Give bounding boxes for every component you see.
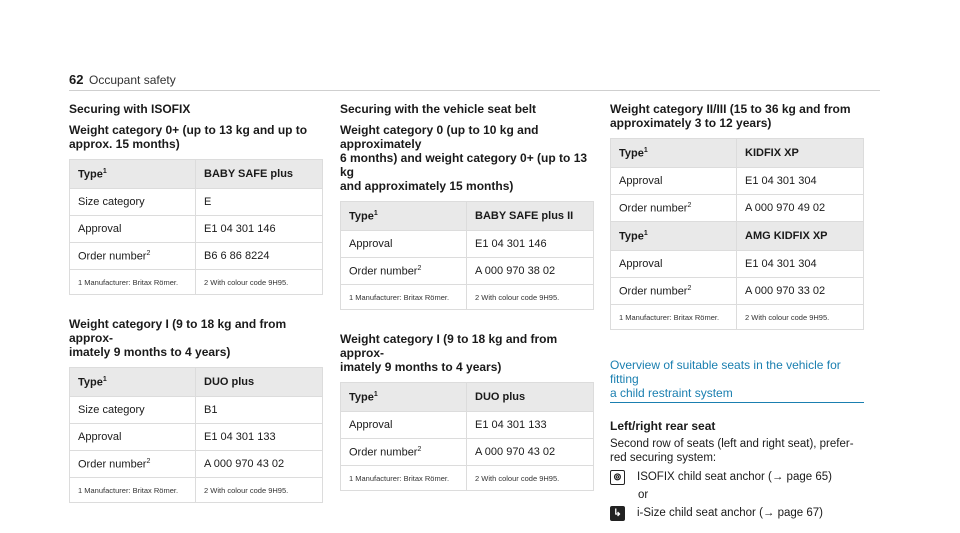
heading-line: Weight category 0+ (up to 13 kg and up to <box>69 123 308 137</box>
footnote: 2 With colour code 9H95. <box>467 466 594 491</box>
row-value: DUO plus <box>467 383 594 412</box>
weight-category-heading <box>340 123 594 193</box>
table-row <box>70 451 323 478</box>
row-label: Approval <box>341 412 467 439</box>
isofix-anchor-icon: ⊚ <box>610 470 625 485</box>
heading-line: approximately 3 to 12 years) <box>610 116 772 130</box>
row-label: Size category <box>70 189 196 216</box>
row-value: DUO plus <box>196 368 323 397</box>
body-line: red securing system: <box>610 452 717 464</box>
row-value: B1 <box>196 397 323 424</box>
weight-category-heading <box>610 102 864 130</box>
row-value: E1 04 301 133 <box>196 424 323 451</box>
table-row <box>341 412 594 439</box>
column-isofix <box>69 102 323 525</box>
table-row <box>70 424 323 451</box>
seat-table-block <box>69 317 323 503</box>
row-label: Size category <box>70 397 196 424</box>
footnote-row <box>70 270 323 295</box>
heading-line: imately 9 months to 4 years) <box>340 360 502 374</box>
heading-line: Weight category 0 (up to 10 kg and approximately <box>340 123 539 151</box>
row-label: Type$^1$ <box>341 202 467 231</box>
row-label: Type$^1$ <box>70 160 196 189</box>
weight-category-heading <box>69 317 323 359</box>
table-row <box>611 168 864 195</box>
heading-line: and approximately 15 months) <box>340 179 514 193</box>
table-row <box>70 189 323 216</box>
seat-table-block <box>69 123 323 295</box>
footnote-row <box>341 285 594 310</box>
section-heading: Securing with ISOFIX <box>69 102 191 116</box>
seat-spec-table <box>340 382 594 491</box>
table-row <box>611 278 864 305</box>
row-label: Order number$^2$ <box>341 258 467 285</box>
seat-spec-table <box>69 367 323 503</box>
footnote-row <box>611 305 864 330</box>
row-value: AMG KIDFIX XP <box>737 222 864 251</box>
seat-spec-table <box>69 159 323 295</box>
heading-line: approx. 15 months) <box>69 137 180 151</box>
row-value: BABY SAFE plus II <box>467 202 594 231</box>
table-row <box>611 222 864 251</box>
table-row <box>341 231 594 258</box>
row-value: E1 04 301 304 <box>737 168 864 195</box>
overview-section <box>610 358 864 520</box>
title-line: a child restraint system <box>610 386 733 400</box>
row-label: Type$^1$ <box>611 139 737 168</box>
heading-line: imately 9 months to 4 years) <box>69 345 231 359</box>
table-row <box>70 243 323 270</box>
row-value: E1 04 301 304 <box>737 251 864 278</box>
seat-spec-table <box>610 138 864 330</box>
row-value: B6 6 86 8224 <box>196 243 323 270</box>
section-heading: Securing with the vehicle seat belt <box>340 102 537 116</box>
row-value: KIDFIX XP <box>737 139 864 168</box>
row-label: Order number$^2$ <box>70 451 196 478</box>
table-row <box>70 160 323 189</box>
overview-divider <box>610 402 864 403</box>
row-label: Approval <box>70 424 196 451</box>
heading-line: Weight category I (9 to 18 kg and from approx- <box>340 332 558 360</box>
footnote: 1 Manufacturer: Britax Römer. <box>611 305 737 330</box>
or-text: or <box>638 489 649 501</box>
row-label: Order number$^2$ <box>611 195 737 222</box>
seat-spec-table <box>340 201 594 310</box>
table-row <box>341 202 594 231</box>
list-item <box>610 470 864 484</box>
footnote: 1 Manufacturer: Britax Römer. <box>341 466 467 491</box>
section-title: Occupant safety <box>89 73 176 87</box>
table-row <box>611 195 864 222</box>
header-divider <box>69 90 880 91</box>
footnote: 2 With colour code 9H95. <box>196 478 323 503</box>
list-item <box>610 506 864 520</box>
table-row <box>611 139 864 168</box>
column-category-2-3 <box>610 102 864 520</box>
weight-category-heading <box>69 123 323 151</box>
title-line: Overview of suitable seats in the vehicle for fitting <box>610 358 841 386</box>
footnote: 2 With colour code 9H95. <box>737 305 864 330</box>
table-row <box>341 383 594 412</box>
footnote-row <box>341 466 594 491</box>
seat-table-block <box>340 332 594 491</box>
row-value: E <box>196 189 323 216</box>
page-number: 62 <box>69 72 84 87</box>
table-row <box>70 368 323 397</box>
row-label: Type$^1$ <box>70 368 196 397</box>
rear-seat-heading: Left/right rear seat <box>610 419 716 433</box>
row-label: Order number$^2$ <box>70 243 196 270</box>
row-label: Order number$^2$ <box>611 278 737 305</box>
row-label: Approval <box>611 251 737 278</box>
table-row <box>611 251 864 278</box>
row-value: E1 04 301 146 <box>467 231 594 258</box>
table-row <box>341 258 594 285</box>
footnote: 1 Manufacturer: Britax Römer. <box>70 478 196 503</box>
row-label: Approval <box>341 231 467 258</box>
row-value: E1 04 301 146 <box>196 216 323 243</box>
heading-line: Weight category II/III (15 to 36 kg and from <box>610 102 851 116</box>
row-value: BABY SAFE plus <box>196 160 323 189</box>
table-row <box>341 439 594 466</box>
weight-category-heading <box>340 332 594 374</box>
overview-title <box>610 358 864 400</box>
row-value: A 000 970 38 02 <box>467 258 594 285</box>
row-value: A 000 970 43 02 <box>467 439 594 466</box>
footnote: 2 With colour code 9H95. <box>467 285 594 310</box>
row-label: Approval <box>611 168 737 195</box>
table-row <box>70 216 323 243</box>
row-value: A 000 970 43 02 <box>196 451 323 478</box>
heading-line: 6 months) and weight category 0+ (up to 13 kg <box>340 151 588 179</box>
footnote-row <box>70 478 323 503</box>
row-label: Type$^1$ <box>611 222 737 251</box>
body-line: Second row of seats (left and right seat), prefer- <box>610 438 854 450</box>
row-value: A 000 970 49 02 <box>737 195 864 222</box>
footnote: 1 Manufacturer: Britax Römer. <box>341 285 467 310</box>
row-value: E1 04 301 133 <box>467 412 594 439</box>
page-header <box>69 72 880 90</box>
row-label: Approval <box>70 216 196 243</box>
body-text <box>610 437 864 465</box>
column-seat-belt <box>340 102 594 513</box>
heading-line: Weight category I (9 to 18 kg and from approx- <box>69 317 287 345</box>
seat-table-block <box>340 123 594 310</box>
row-value: A 000 970 33 02 <box>737 278 864 305</box>
row-label: Order number$^2$ <box>341 439 467 466</box>
i-size-anchor-icon: ↳ <box>610 506 625 521</box>
item-text: i-Size child seat anchor (→ page 67) <box>637 507 824 519</box>
item-text: ISOFIX child seat anchor (→ page 65) <box>637 471 832 483</box>
footnote: 1 Manufacturer: Britax Römer. <box>70 270 196 295</box>
row-label: Type$^1$ <box>341 383 467 412</box>
table-row <box>70 397 323 424</box>
footnote: 2 With colour code 9H95. <box>196 270 323 295</box>
